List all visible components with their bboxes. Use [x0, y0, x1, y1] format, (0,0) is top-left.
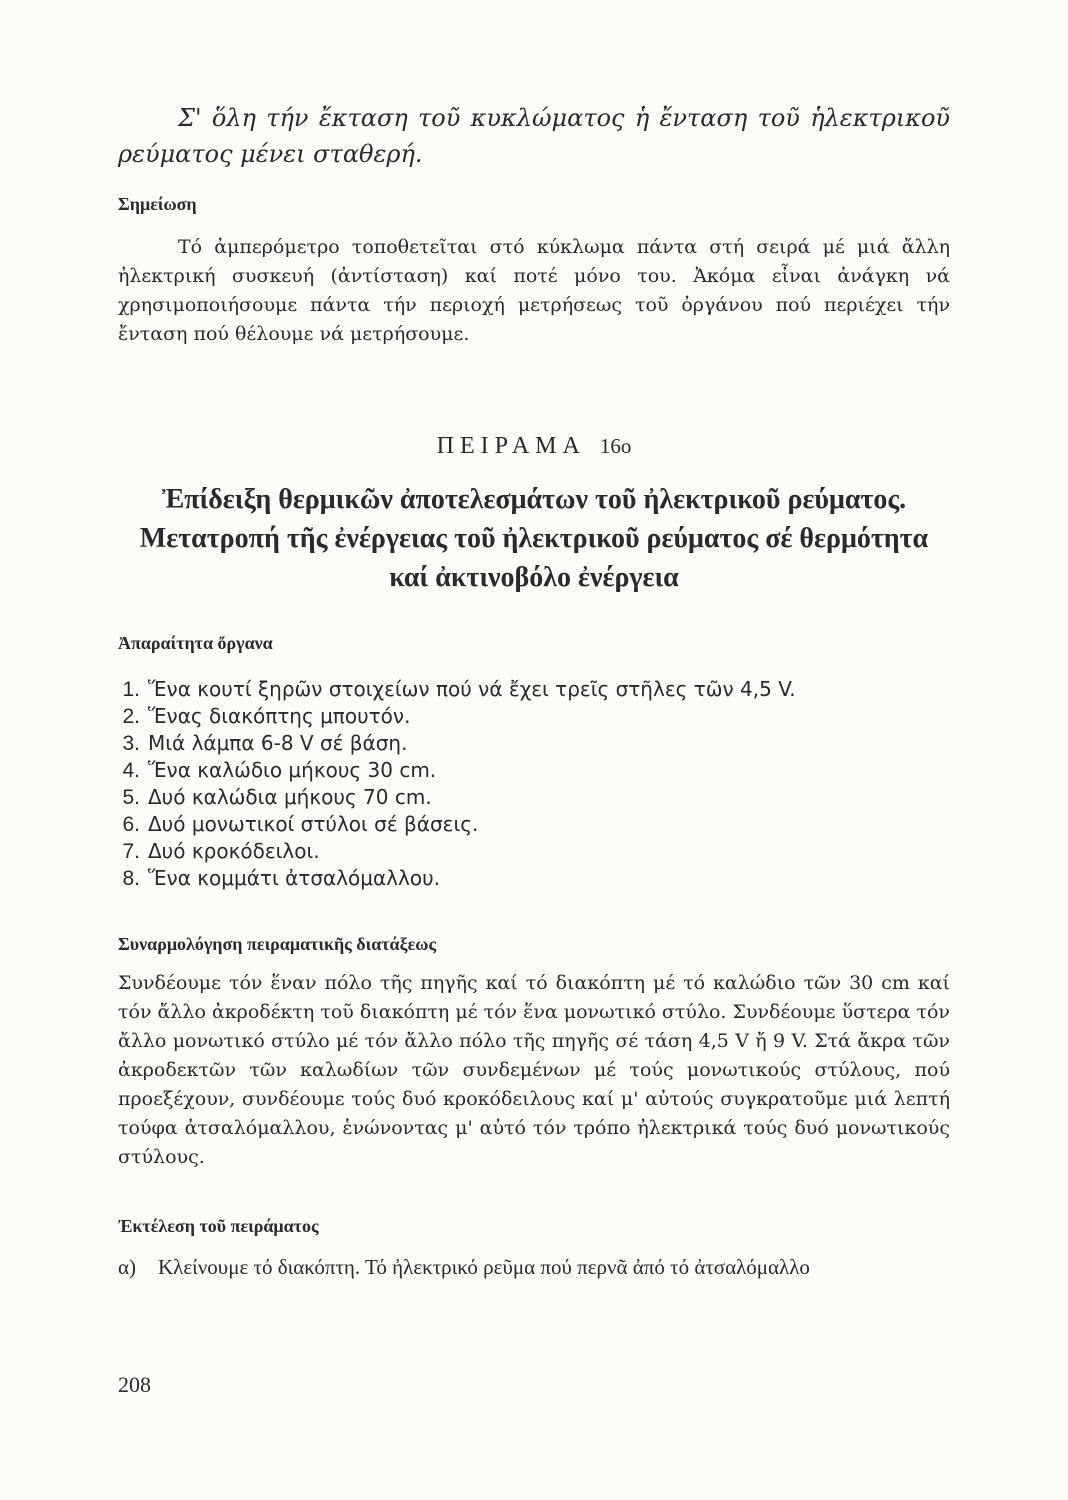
page-content [118, 100, 950, 1280]
note-heading: Σημείωση [118, 194, 197, 214]
tools-list [118, 676, 950, 892]
experiment-title-line2: Μετατροπή τῆς ἐνέργειας τοῦ ἠλεκτρικοῦ ρεύματος σέ θερμότητα [139, 523, 929, 554]
assembly-text: Συνδέουμε τόν ἕναν πόλο τῆς πηγῆς καί τό διακόπτη μέ τό καλώδιο τῶν 30 cm καί τόν ἄλλο ἀκροδέκτη τοῦ διακόπτη μέ τόν ἕνα μονωτικό στύλο. Συνδέουμε ὕστερα τόν ἄλλο μονωτικό στύλο μέ τόν ἄλλο πόλο τῆς πηγῆς σέ τάση 4,5 V ἤ 9 V. Στά ἄκρα τῶν ἀκροδεκτῶν τῶν καλωδίων τῶν συνδεμένων μέ τούς μονωτικούς στύλους, πού προεξέχουν, συνδέουμε τούς δυό κροκόδειλους καί μ' αὐτούς συγκρατοῦμε μιά λεπτή τούφα ἀτσαλόμαλλου, ἑνώνοντας μ' αὐτό τόν τρόπο ἠλεκτρικά τούς δυό μονωτικούς στύλους. [118, 972, 950, 1168]
list-item: 4. Ἕνα καλώδιο μήκους 30 cm. [122, 758, 437, 782]
list-item: 1. Ἕνα κουτί ξηρῶν στοιχείων πού νά ἔχει τρεῖς στῆλες τῶν 4,5 V. [122, 677, 796, 701]
list-item: 8. Ἕνα κομμάτι ἀτσαλόμαλλου. [122, 866, 440, 890]
experiment-title-line1: Ἐπίδειξη θερμικῶν ἀποτελεσμάτων τοῦ ἠλεκτρικοῦ ρεύματος. [161, 484, 907, 515]
step-text: Κλείνουμε τό διακόπτη. Τό ἠλεκτρικό ρεῦμα πού περνᾶ ἀπό τό ἀτσαλόμαλλο [158, 1255, 810, 1279]
experiment-title-line3: καί ἀκτινοβόλο ἐνέργεια [389, 562, 679, 593]
execution-heading: Ἐκτέλεση τοῦ πειράματος [118, 1216, 319, 1236]
experiment-title [118, 480, 950, 597]
experiment-label-text: ΠΕΙΡΑΜΑ [436, 433, 586, 459]
list-item: 6. Δυό μονωτικοί στύλοι σέ βάσεις. [122, 812, 479, 836]
list-item: 5. Δυό καλώδια μήκους 70 cm. [122, 785, 432, 809]
experiment-number: 16ο [599, 434, 632, 458]
intro-emphasis: Σ' ὅλη τήν ἔκταση τοῦ κυκλώματος ἡ ἔνταση τοῦ ἡλεκτρικοῦ ρεύματος μένει σταθερή. [118, 104, 950, 168]
execution-step [118, 1255, 950, 1280]
step-label: α) [118, 1255, 136, 1279]
assembly-heading: Συναρμολόγηση πειραματικῆς διατάξεως [118, 934, 437, 954]
tools-heading: Ἀπαραίτητα ὄργανα [118, 633, 273, 653]
page-number: 208 [118, 1372, 151, 1397]
experiment-label [118, 433, 950, 460]
list-item: 3. Μιά λάμπα 6-8 V σέ βάση. [122, 731, 408, 755]
list-item: 7. Δυό κροκόδειλοι. [122, 839, 320, 863]
list-item: 2. Ἕνας διακόπτης μπουτόν. [122, 704, 411, 728]
note-text: Τό ἀμπερόμετρο τοποθετεῖται στό κύκλωμα πάντα στή σειρά μέ μιά ἄλλη ἠλεκτρική συσκευή (ἀντίσταση) καί ποτέ μόνο του. Ἀκόμα εἶναι ἀνάγκη νά χρησιμοποιήσουμε πάντα τήν περιοχή μετρήσεως τοῦ ὀργάνου πού περιέχει τήν ἔνταση πού θέλουμε νά μετρήσουμε. [118, 236, 950, 345]
